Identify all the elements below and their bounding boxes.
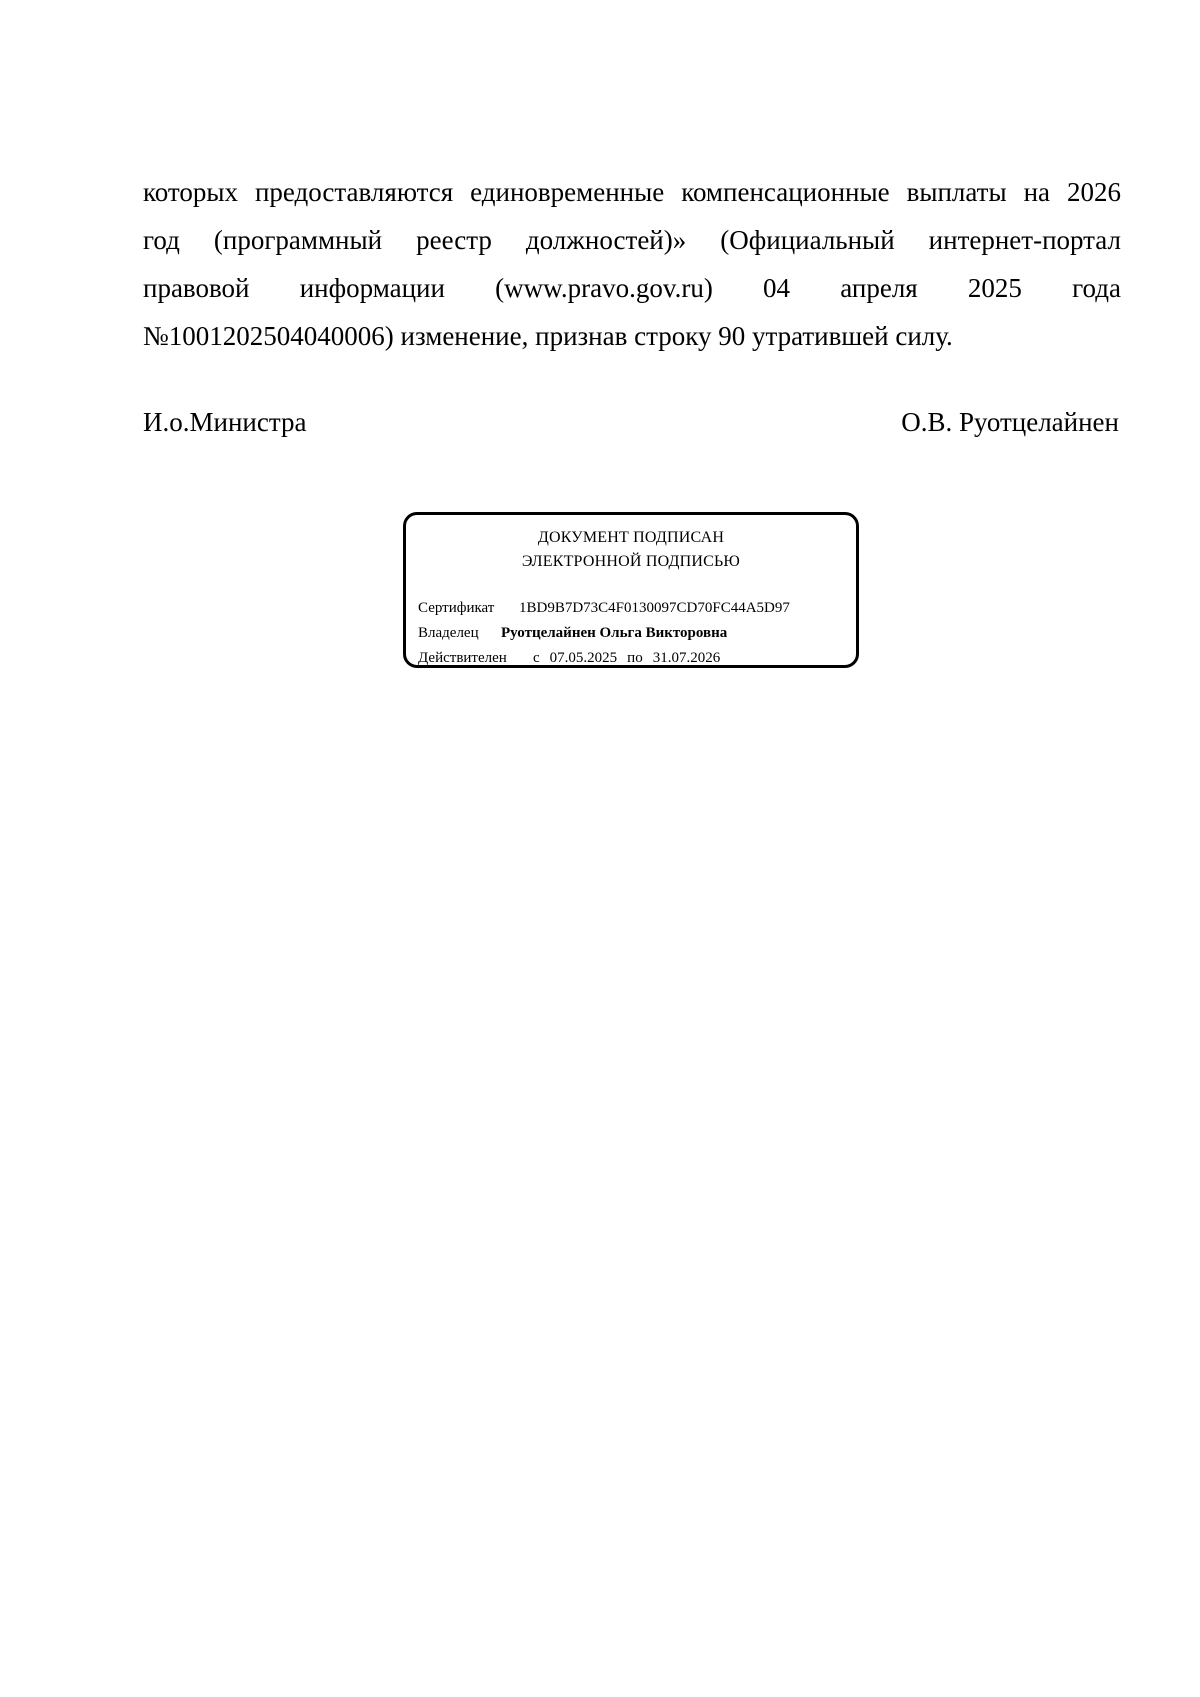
signature-block	[143, 402, 1119, 442]
body-line-4: №1001202504040006) изменение, признав строку 90 утратившей силу.	[143, 321, 953, 351]
stamp-owner-row	[418, 623, 727, 643]
valid-to-date: 31.07.2026	[652, 650, 721, 666]
body-line-3: правовой информации (www.pravo.gov.ru) 04 апреля 2025 года	[143, 273, 1121, 303]
certificate-value: 1BD9B7D73C4F0130097CD70FC44A5D97	[519, 600, 790, 616]
stamp-certificate-row	[418, 598, 790, 618]
valid-label: Действителен	[418, 650, 507, 666]
valid-from-prefix: с	[533, 650, 540, 666]
signer-title: И.о.Министра	[143, 407, 307, 437]
owner-label: Владелец	[418, 625, 479, 641]
electronic-signature-stamp	[403, 512, 859, 668]
stamp-heading-line-2: ЭЛЕКТРОННОЙ ПОДПИСЬЮ	[521, 553, 741, 570]
valid-to-prefix: по	[627, 650, 643, 666]
stamp-validity-row	[418, 648, 720, 668]
valid-from-date: 07.05.2025	[549, 650, 618, 666]
signer-name: О.В. Руотцелайнен	[901, 407, 1119, 437]
certificate-label: Сертификат	[418, 600, 495, 616]
body-line-1: которых предоставляются единовременные компенсационные выплаты на 2026	[143, 177, 1121, 207]
stamp-heading	[406, 526, 856, 574]
stamp-heading-line-1: ДОКУМЕНТ ПОДПИСАН	[537, 529, 725, 546]
body-line-2: год (программный реестр должностей)» (Официальный интернет-портал	[143, 225, 1121, 255]
owner-value: Руотцелайнен Ольга Викторовна	[501, 625, 728, 641]
body-paragraph	[143, 168, 1121, 360]
